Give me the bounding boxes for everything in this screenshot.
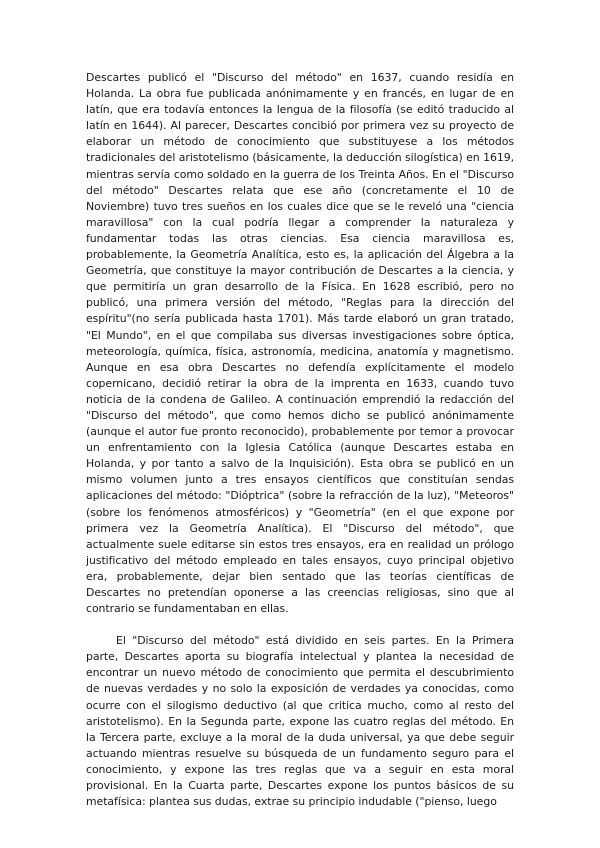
document-body	[86, 70, 514, 810]
paragraph-structure: El "Discurso del método" está dividido en seis partes. En la Primera parte, Descartes aporta su biografía intelectual y plantea la necesidad de encontrar un nuevo método de conocimiento que permita el descubrimiento de nuevas verdades y no solo la exposición de verdades ya conocidas, como ocurre con el silogismo deductivo (al que critica mucho, como al resto del aristotelismo). En la Segunda parte, expone las cuatro reglas del método. En la Tercera parte, excluye a la moral de la duda universal, ya que debe seguir actuando mientras resuelve su búsqueda de un fundamento seguro para el conocimiento, y expone las tres reglas que va a seguir en esta moral provisional. En la Cuarta parte, Descartes expone los puntos básicos de su metafísica: plantea sus dudas, extrae su principio indudable ("pienso, luego	[86, 634, 514, 809]
paragraph-intro: Descartes publicó el "Discurso del método" en 1637, cuando residía en Holanda. La obra fue publicada anónimamente y en francés, en lugar de en latín, que era todavía entonces la lengua de la filosofía (se editó traducido al latín en 1644). Al parecer, Descartes concibió por primera vez su proyecto de elaborar un método de conocimiento que substituyese a los métodos tradicionales del aristotelismo (básicamente, la deducción silogística) en 1619, mientras servía como soldado en la guerra de los Treinta Años. En el "Discurso del método" Descartes relata que ese año (concretamente el 10 de Noviembre) tuvo tres sueños en los cuales dice que se le reveló una "ciencia maravillosa" con la cual podría llegar a comprender la naturaleza y fundamentar todas las otras ciencias. Esa ciencia maravillosa es, probablemente, la Geometría Analítica, esto es, la aplicación del Álgebra a la Geometría, que constituye la mayor contribución de Descartes a la ciencia, y que permitiría un gran desarrollo de la Física. En 1628 escribió, pero no publicó, una primera versión del método, "Reglas para la dirección del espíritu"(no sería publicada hasta 1701). Más tarde elaboró un gran tratado, "El Mundo", en el que compilaba sus diversas investigaciones sobre óptica, meteorología, química, física, astronomía, medicina, anatomía y magnetismo. Aunque en esa obra Descartes no defendía explícitamente el modelo copernicano, decidió retirar la obra de la imprenta en 1633, cuando tuvo noticia de la condena de Galileo. A continuación emprendió la redacción del "Discurso del método", que como hemos dicho se publicó anónimamente (aunque el autor fue pronto reconocido), probablemente por temor a provocar un enfrentamiento con la Iglesia Católica (aunque Descartes estaba en Holanda, y por tanto a salvo de la Inquisición). Esta obra se publicó en un mismo volumen junto a tres ensayos científicos que constituían sendas aplicaciones del método: "Dióptrica" (sobre la refracción de la luz), "Meteoros" (sobre los fenómenos atmosféricos) y "Geometría" (en el que expone por primera vez la Geometría Analítica). El "Discurso del método", que actualmente suele editarse sin estos tres ensayos, era en realidad un prólogo justificativo del método empleado en tales ensayos, cuyo principal objetivo era, probablemente, dejar bien sentado que las teorías científicas de Descartes no pretendían oponerse a las creencias religiosas, sino que al contrario se fundamentaban en ellas.	[86, 71, 514, 616]
